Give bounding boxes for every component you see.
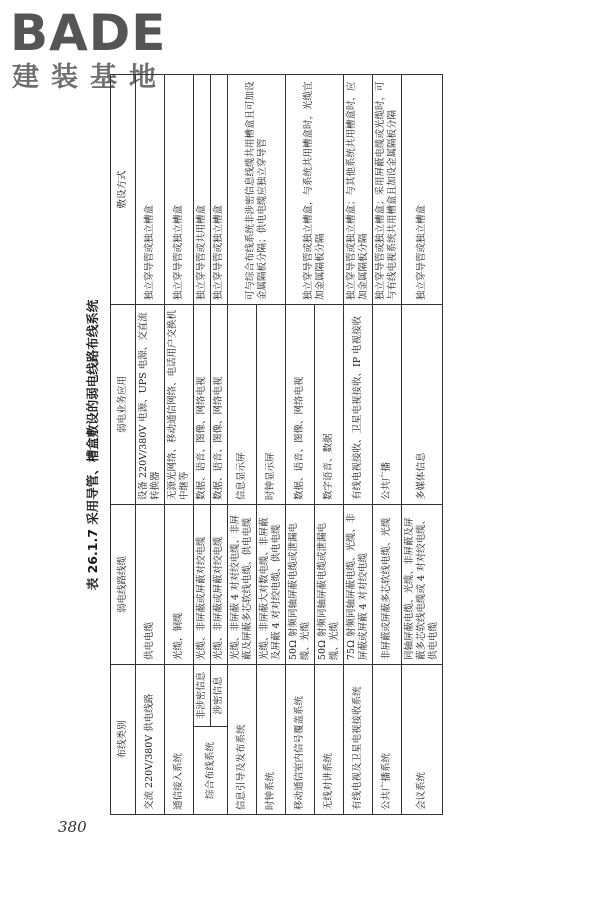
cabling-table: [110, 74, 443, 815]
cell-category: 公共广播系统: [373, 664, 402, 814]
cell-cable: 50Ω 射频同轴屏蔽电缆或泄漏电缆、光缆: [286, 504, 315, 664]
cell-method: 独立穿导管或独立槽盒: [402, 74, 443, 304]
cell-application: 数据、语音、图像、网络电视: [211, 304, 228, 504]
cell-cable: 光缆、非屏蔽 4 对对绞电缆、非屏蔽及屏蔽多芯软线电缆、供电电缆: [228, 504, 257, 664]
table-title: 表 26.1.7 采用导管、槽盒敷设的弱电线路布线系统: [85, 299, 100, 591]
cell-category: 时钟系统: [257, 664, 286, 814]
cell-cable: 非屏蔽或屏蔽多芯软线电缆、光缆: [373, 504, 402, 664]
table-row: [194, 74, 211, 814]
cell-category: 综合布线系统: [194, 727, 228, 815]
cell-application: 时钟显示屏: [257, 304, 286, 504]
table-row: [286, 74, 315, 814]
cell-method: 独立穿导管或独立槽盒: [136, 74, 165, 304]
cell-method: 独立穿导管或独立槽盒；采用屏蔽电缆或光缆时，可与有线电视系统共用槽盒且加设金属隔板分隔: [373, 74, 402, 304]
header-category: 布线类别: [111, 664, 136, 814]
cell-cable: 同轴屏蔽电缆、光缆、非屏蔽及屏蔽多芯软线电缆或 4 对对绞电缆、供电电缆: [402, 504, 443, 664]
cell-cable: 50Ω 射频同轴屏蔽电缆或泄漏电缆、光缆: [315, 504, 344, 664]
cell-category: 通信接入系统: [165, 664, 194, 814]
cell-application: 信息显示屏: [228, 304, 257, 504]
cell-application: 数字语音、数据: [315, 304, 344, 504]
table-row: [211, 74, 228, 814]
cell-cable: 供电电缆: [136, 504, 165, 664]
cell-cable: 光缆、非屏蔽或屏蔽对绞电缆: [194, 504, 211, 664]
cell-application: 数据、语音、图像、网络电视: [286, 304, 315, 504]
table-header-row: [111, 74, 136, 814]
cell-category: 移动通信室内信号覆盖系统: [286, 664, 315, 814]
page-number: 380: [58, 818, 87, 836]
cell-method: 独立穿导管或独立槽盒；与其他系统共用槽盒时，应加金属隔板分隔: [344, 74, 373, 304]
table-row: [344, 74, 373, 814]
logo-brand: BADE: [10, 4, 167, 62]
cell-method: 独立穿导管或独立槽盒: [211, 74, 228, 304]
cell-cable: 光缆、非屏蔽或屏蔽对绞电缆: [211, 504, 228, 664]
cell-category: 会议系统: [402, 664, 443, 814]
cell-application: 设备 220V/380V 电源、UPS 电源、交直流转换器: [136, 304, 165, 504]
table-row: [228, 74, 257, 814]
table-row: [402, 74, 443, 814]
cell-sub-category: 非涉密信息: [194, 664, 211, 726]
cell-cable: 75Ω 射频同轴屏蔽电缆、光缆、非屏蔽或屏蔽 4 对对绞电缆: [344, 504, 373, 664]
cell-category: 交流 220V/380V 供电线路: [136, 664, 165, 814]
cell-application: 公共广播: [373, 304, 402, 504]
cell-category: 信息引导及发布系统: [228, 664, 257, 814]
header-cable: 弱电线路线缆: [111, 504, 136, 664]
cell-application: 有线电视接收、卫星电视接收、IP 电视接收: [344, 304, 373, 504]
header-method: 敷设方式: [111, 74, 136, 304]
table-row: [373, 74, 402, 814]
logo-subtitle: 建装基地: [12, 62, 168, 93]
rotated-table-page: [80, 75, 520, 815]
cell-sub-category: 涉密信息: [211, 664, 228, 726]
cell-application: 多媒体信息: [402, 304, 443, 504]
cell-application: 无源光网络、移动通信网络、电话用户交换机中继等: [165, 304, 194, 504]
table-row: [136, 74, 165, 814]
cell-method: 独立穿导管或共用槽盒: [194, 74, 211, 304]
cell-method: 可与综合布线系统非涉密信息线缆共用槽盒且可加设金属隔板分隔；供电电缆应独立穿导管: [228, 74, 286, 304]
cell-method: 独立穿导管或独立槽盒，与系统共用槽盒时，光缆宜加金属隔板分隔: [286, 74, 344, 304]
cell-category: 无线对讲系统: [315, 664, 344, 814]
cell-method: 独立穿导管或独立槽盒: [165, 74, 194, 304]
table-row: [165, 74, 194, 814]
cell-cable: 光缆、非屏蔽大对数电缆、非屏蔽及屏蔽 4 对对绞电缆、供电电缆: [257, 504, 286, 664]
cell-application: 数据、语音、图像、网络电视: [194, 304, 211, 504]
cell-category: 有线电视及卫星电视接收系统: [344, 664, 373, 814]
cell-cable: 光缆，铜缆: [165, 504, 194, 664]
header-application: 弱电业务应用: [111, 304, 136, 504]
